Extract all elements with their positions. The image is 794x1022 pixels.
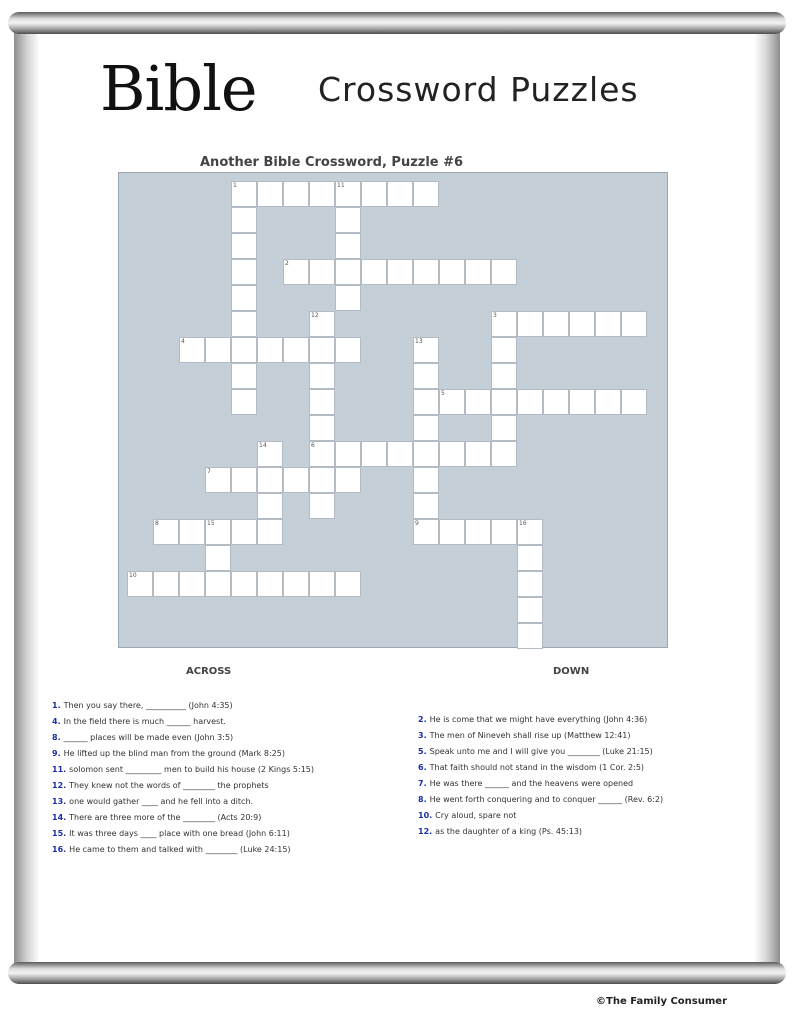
crossword-cell[interactable]	[439, 259, 465, 285]
crossword-cell[interactable]	[257, 441, 283, 467]
crossword-cell[interactable]	[413, 493, 439, 519]
crossword-cell[interactable]	[361, 259, 387, 285]
crossword-cell[interactable]	[231, 337, 257, 363]
crossword-cell[interactable]	[413, 337, 439, 363]
cell-number: 8	[155, 520, 159, 527]
cell-number: 5	[441, 390, 445, 397]
crossword-cell[interactable]	[283, 181, 309, 207]
crossword-cell[interactable]	[205, 571, 231, 597]
clue-text: solomon sent _________ men to build his house (2 Kings 5:15)	[69, 765, 314, 774]
cell-number: 12	[311, 312, 319, 319]
down-clue	[418, 792, 663, 808]
cell-number: 7	[207, 468, 211, 475]
crossword-cell[interactable]	[465, 441, 491, 467]
clue-text: He is come that we might have everything (John 4:36)	[429, 715, 648, 724]
clue-text: ______ places will be made even (John 3:5)	[63, 733, 234, 742]
across-clue	[52, 714, 314, 730]
crossword-cell[interactable]	[413, 415, 439, 441]
across-clue-list	[52, 698, 314, 858]
crossword-cell[interactable]	[413, 389, 439, 415]
crossword-cell[interactable]	[517, 623, 543, 649]
cell-number: 14	[259, 442, 267, 449]
across-clue	[52, 826, 314, 842]
crossword-cell[interactable]	[387, 181, 413, 207]
clue-text: Speak unto me and I will give you ________ (Luke 21:15)	[429, 747, 653, 756]
crossword-cell[interactable]	[231, 389, 257, 415]
crossword-cell[interactable]	[439, 389, 465, 415]
across-clue	[52, 698, 314, 714]
crossword-cell[interactable]	[231, 467, 257, 493]
crossword-cell[interactable]	[491, 337, 517, 363]
crossword-cell[interactable]	[413, 519, 439, 545]
crossword-cell[interactable]	[309, 493, 335, 519]
clue-number: 6.	[418, 763, 427, 772]
crossword-cell[interactable]	[465, 259, 491, 285]
cell-number: 13	[415, 338, 423, 345]
down-clue	[418, 712, 663, 728]
crossword-cell[interactable]	[335, 259, 361, 285]
crossword-cell[interactable]	[517, 545, 543, 571]
clue-number: 1.	[52, 701, 61, 710]
crossword-cell[interactable]	[413, 467, 439, 493]
down-clue	[418, 824, 663, 840]
crossword-cell[interactable]	[309, 337, 335, 363]
cell-number: 15	[207, 520, 215, 527]
cell-number: 3	[493, 312, 497, 319]
crossword-cell[interactable]	[309, 181, 335, 207]
crossword-cell[interactable]	[257, 181, 283, 207]
down-clue	[418, 808, 663, 824]
clue-number: 16.	[52, 845, 67, 854]
clue-text: one would gather ____ and he fell into a ditch.	[69, 797, 254, 806]
clue-number: 7.	[418, 779, 427, 788]
crossword-cell[interactable]	[491, 363, 517, 389]
cell-number: 1	[233, 182, 237, 189]
page-title: Bible	[100, 52, 257, 125]
crossword-cell[interactable]	[569, 389, 595, 415]
crossword-cell[interactable]	[179, 571, 205, 597]
crossword-cell[interactable]	[309, 415, 335, 441]
crossword-cell[interactable]	[309, 467, 335, 493]
crossword-cell[interactable]	[335, 571, 361, 597]
crossword-grid	[118, 172, 668, 648]
across-clue	[52, 810, 314, 826]
crossword-cell[interactable]	[283, 467, 309, 493]
crossword-cell[interactable]	[153, 519, 179, 545]
crossword-cell[interactable]	[231, 311, 257, 337]
clue-number: 8.	[52, 733, 61, 742]
crossword-cell[interactable]	[127, 571, 153, 597]
crossword-cell[interactable]	[179, 337, 205, 363]
cell-number: 10	[129, 572, 137, 579]
crossword-cell[interactable]	[231, 519, 257, 545]
crossword-cell[interactable]	[335, 207, 361, 233]
crossword-cell[interactable]	[491, 311, 517, 337]
crossword-cell[interactable]	[257, 571, 283, 597]
crossword-cell[interactable]	[595, 311, 621, 337]
across-clue	[52, 746, 314, 762]
crossword-cell[interactable]	[283, 337, 309, 363]
crossword-cell[interactable]	[231, 285, 257, 311]
crossword-cell[interactable]	[283, 259, 309, 285]
clue-number: 10.	[418, 811, 433, 820]
crossword-cell[interactable]	[621, 389, 647, 415]
crossword-cell[interactable]	[335, 233, 361, 259]
crossword-cell[interactable]	[465, 519, 491, 545]
clue-text: He went forth conquering and to conquer ______ (Rev. 6:2)	[429, 795, 664, 804]
clue-text: They knew not the words of ________ the prophets	[69, 781, 269, 790]
crossword-cell[interactable]	[439, 441, 465, 467]
clue-text: He came to them and talked with ________ (Luke 24:15)	[69, 845, 291, 854]
clue-number: 4.	[52, 717, 61, 726]
clue-number: 9.	[52, 749, 61, 758]
clue-text: That faith should not stand in the wisdom (1 Cor. 2:5)	[429, 763, 645, 772]
crossword-cell[interactable]	[491, 519, 517, 545]
crossword-cell[interactable]	[231, 571, 257, 597]
crossword-cell[interactable]	[387, 259, 413, 285]
crossword-cell[interactable]	[231, 363, 257, 389]
down-clue	[418, 744, 663, 760]
clue-text: He lifted up the blind man from the ground (Mark 8:25)	[63, 749, 285, 758]
across-clue	[52, 778, 314, 794]
crossword-cell[interactable]	[491, 389, 517, 415]
clue-number: 15.	[52, 829, 67, 838]
clue-number: 13.	[52, 797, 67, 806]
crossword-cell[interactable]	[309, 571, 335, 597]
crossword-cell[interactable]	[205, 467, 231, 493]
crossword-cell[interactable]	[309, 363, 335, 389]
crossword-cell[interactable]	[361, 181, 387, 207]
crossword-cell[interactable]	[231, 181, 257, 207]
cell-number: 4	[181, 338, 185, 345]
crossword-cell[interactable]	[153, 571, 179, 597]
clue-text: Then you say there, __________ (John 4:35)	[63, 701, 233, 710]
crossword-cell[interactable]	[231, 207, 257, 233]
crossword-cell[interactable]	[517, 571, 543, 597]
crossword-cell[interactable]	[517, 389, 543, 415]
crossword-cell[interactable]	[205, 337, 231, 363]
crossword-cell[interactable]	[621, 311, 647, 337]
clue-number: 8.	[418, 795, 427, 804]
clue-text: Cry aloud, spare not	[435, 811, 517, 820]
crossword-cell[interactable]	[413, 259, 439, 285]
clue-number: 2.	[418, 715, 427, 724]
crossword-cell[interactable]	[413, 441, 439, 467]
crossword-cell[interactable]	[491, 415, 517, 441]
across-clue	[52, 762, 314, 778]
crossword-cell[interactable]	[179, 519, 205, 545]
page-subtitle: Crossword Puzzles	[318, 70, 639, 109]
across-heading: ACROSS	[186, 666, 232, 677]
crossword-cell[interactable]	[205, 545, 231, 571]
cell-number: 11	[337, 182, 345, 189]
clue-number: 5.	[418, 747, 427, 756]
crossword-cell[interactable]	[361, 441, 387, 467]
crossword-cell[interactable]	[335, 467, 361, 493]
crossword-cell[interactable]	[205, 519, 231, 545]
puzzle-title: Another Bible Crossword, Puzzle #6	[200, 155, 464, 170]
crossword-cell[interactable]	[335, 337, 361, 363]
crossword-cell[interactable]	[491, 441, 517, 467]
clue-number: 3.	[418, 731, 427, 740]
cell-number: 16	[519, 520, 527, 527]
crossword-cell[interactable]	[257, 519, 283, 545]
clue-text: In the field there is much ______ harvest.	[63, 717, 226, 726]
crossword-cell[interactable]	[231, 233, 257, 259]
crossword-cell[interactable]	[309, 259, 335, 285]
crossword-cell[interactable]	[257, 337, 283, 363]
cell-number: 6	[311, 442, 315, 449]
crossword-cell[interactable]	[517, 597, 543, 623]
across-clue	[52, 730, 314, 746]
crossword-cell[interactable]	[309, 441, 335, 467]
clue-text: There are three more of the ________ (Acts 20:9)	[69, 813, 262, 822]
footer-credit: ©The Family Consumer	[596, 996, 728, 1007]
crossword-cell[interactable]	[309, 389, 335, 415]
scroll-rod-bottom	[8, 962, 786, 984]
crossword-cell[interactable]	[595, 389, 621, 415]
crossword-cell[interactable]	[413, 181, 439, 207]
down-clue	[418, 776, 663, 792]
down-heading: DOWN	[553, 666, 590, 677]
crossword-cell[interactable]	[309, 311, 335, 337]
crossword-cell[interactable]	[231, 259, 257, 285]
across-clue	[52, 842, 314, 858]
crossword-cell[interactable]	[543, 311, 569, 337]
crossword-cell[interactable]	[569, 311, 595, 337]
down-clue	[418, 760, 663, 776]
clue-number: 14.	[52, 813, 67, 822]
clue-number: 12.	[52, 781, 67, 790]
crossword-cell[interactable]	[413, 363, 439, 389]
clue-text: The men of Nineveh shall rise up (Matthew 12:41)	[429, 731, 631, 740]
crossword-cell[interactable]	[335, 441, 361, 467]
scroll-rod-top	[8, 12, 786, 34]
cell-number: 9	[415, 520, 419, 527]
crossword-cell[interactable]	[387, 441, 413, 467]
clue-text: He was there ______ and the heavens were opened	[429, 779, 634, 788]
cell-number: 2	[285, 260, 289, 267]
crossword-cell[interactable]	[335, 181, 361, 207]
crossword-cell[interactable]	[517, 311, 543, 337]
clue-text: It was three days ____ place with one bread (John 6:11)	[69, 829, 290, 838]
clue-number: 11.	[52, 765, 67, 774]
clue-text: as the daughter of a king (Ps. 45:13)	[435, 827, 583, 836]
across-clue	[52, 794, 314, 810]
clue-number: 12.	[418, 827, 433, 836]
crossword-cell[interactable]	[465, 389, 491, 415]
crossword-cell[interactable]	[257, 467, 283, 493]
crossword-cell[interactable]	[257, 493, 283, 519]
crossword-cell[interactable]	[283, 571, 309, 597]
down-clue	[418, 728, 663, 744]
down-clue-list	[418, 712, 663, 840]
crossword-cell[interactable]	[439, 519, 465, 545]
crossword-cell[interactable]	[335, 285, 361, 311]
crossword-cell[interactable]	[517, 519, 543, 545]
crossword-cell[interactable]	[491, 259, 517, 285]
crossword-cell[interactable]	[543, 389, 569, 415]
